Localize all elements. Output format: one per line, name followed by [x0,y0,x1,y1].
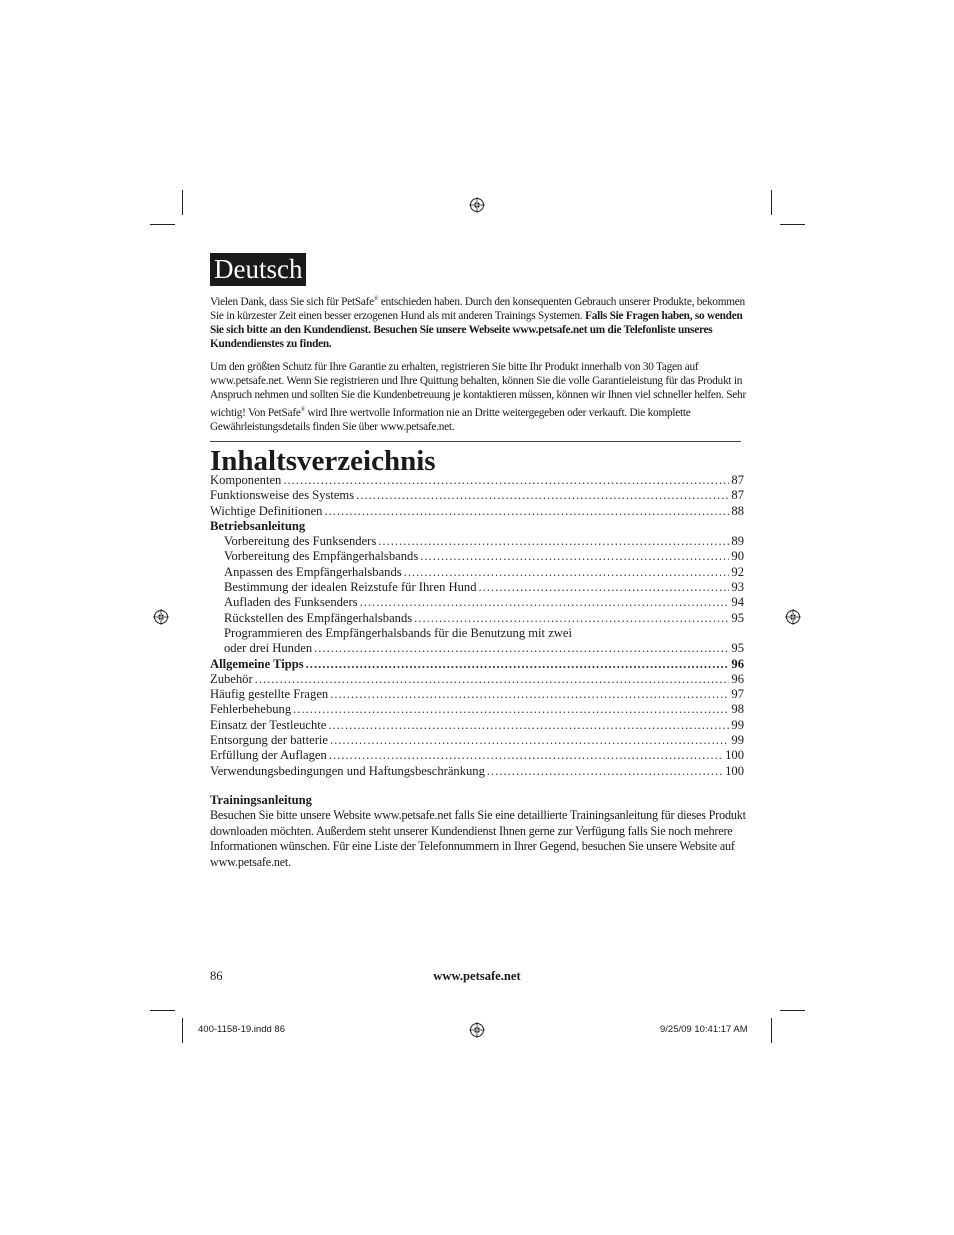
toc-leader-dots [479,580,730,595]
toc-leader-dots [293,702,729,717]
toc-entry [210,549,744,564]
toc-entry [210,718,744,733]
crop-mark [771,190,772,215]
toc-entry-page: 100 [725,763,744,778]
crop-mark [780,1010,805,1011]
toc-entry-label: oder drei Hunden [224,641,313,656]
divider [210,441,741,442]
toc-entry-page: 99 [731,717,744,732]
toc-leader-dots [414,611,729,626]
toc-entry [210,519,744,534]
registration-target-icon [469,1022,485,1038]
registered-mark: ® [373,296,379,302]
toc-entry-page: 98 [731,702,744,717]
toc-entry-label: Fehlerbehebung [210,702,292,717]
registration-target-icon [469,197,485,213]
toc-entry-label: Komponenten [210,473,282,487]
toc-entry [210,748,744,763]
toc-entry-page: 96 [731,656,744,671]
toc-entry-page: 96 [731,671,744,686]
toc-title: Inhaltsverzeichnis [210,445,436,477]
toc-leader-dots [283,473,729,488]
toc-leader-dots [330,733,729,748]
toc-entry-page: 95 [731,610,744,625]
toc-entry [210,504,744,519]
toc-entry [210,672,744,687]
toc-entry-page: 92 [731,564,744,579]
toc-leader-dots [314,641,729,656]
toc-entry-label: Erfüllung der Auflagen [210,748,327,763]
slug-timestamp: 9/25/09 10:41:17 AM [660,1024,748,1035]
registered-mark: ® [300,406,305,413]
toc-entry-label: Funktionsweise des Systems [210,488,355,503]
toc-entry-page: 95 [731,641,744,656]
toc-entry-page: 97 [731,687,744,702]
toc-entry [210,687,744,702]
intro-text: wird Ihre wertvolle Information nie an Dritte weitergegeben oder verkauft. Die komplette Gewährleistungsdetails finden Sie über www.petsafe.net. [210,406,691,433]
crop-mark [150,224,175,225]
toc-leader-dots [329,748,723,763]
toc-entry [210,641,744,656]
toc-entry [210,702,744,717]
intro-text: entschieden haben. Durch den konsequenten Gebrauch unserer Produkte, bekommen Sie in kürzester Zeit einen besser erzogenen Hund als mit anderen Trainings Systemen. [210,295,745,322]
toc-leader-dots [356,488,729,503]
toc-entry-label: Wichtige Definitionen [210,503,323,518]
toc-entry-page: 89 [731,534,744,549]
toc-entry-label: Aufladen des Funksenders [224,595,358,610]
toc-leader-dots [255,672,730,687]
crop-mark [780,224,805,225]
toc-entry-page: 94 [731,595,744,610]
toc-entry-label: Allgemeine Tipps [210,656,304,671]
toc-entry [210,764,744,779]
toc-entry [210,473,744,488]
toc-entry-label: Einsatz der Testleuchte [210,717,327,732]
toc-entry-label: Anpassen des Empfängerhalsbands [224,564,402,579]
toc-entry [210,565,744,580]
toc-entry-label: Betriebsanleitung [210,518,306,533]
slug-file: 400-1158-19.indd 86 [198,1024,285,1035]
footer-url: www.petsafe.net [433,969,521,983]
toc-entry-label: Vorbereitung des Empfängerhalsbands [224,549,419,564]
toc-entry-label: Programmieren des Empfängerhalsbands für die Benutzung mit zwei [224,625,572,640]
registration-target-icon [153,609,169,625]
toc-leader-dots [487,764,723,779]
toc-entry-label: Vorbereitung des Funksenders [224,534,377,549]
toc-entry [210,657,744,672]
toc-entry-page: 100 [725,748,744,763]
toc-leader-dots [404,565,730,580]
crop-mark [150,1010,175,1011]
crop-mark [182,1018,183,1043]
toc-entry-page: 93 [731,580,744,595]
toc-list [210,473,744,779]
toc-entry-label: Zubehör [210,671,253,686]
toc-entry [210,626,744,641]
intro-text: Vielen Dank, dass Sie sich für PetSafe [210,295,374,308]
toc-leader-dots [420,549,729,564]
intro-paragraph-1 [210,292,750,352]
registration-target-icon [785,609,801,625]
toc-entry [210,580,744,595]
toc-leader-dots [360,595,730,610]
toc-entry-label: Bestimmung der idealen Reizstufe für Ihren Hund [224,580,477,595]
toc-entry [210,595,744,610]
toc-entry-page: 87 [731,473,744,487]
toc-entry-page: 87 [731,488,744,503]
training-heading: Trainingsanleitung [210,793,312,807]
toc-entry-page: 99 [731,733,744,748]
intro-bold-text: Falls Sie Fragen haben, so wenden Sie sich bitte an den Kundendienst. Besuchen Sie unsere Webseite www.petsafe.net um die Telefonliste unseres Kundendienstes zu finden. [210,309,743,351]
toc-entry-page: 88 [731,503,744,518]
intro-text: Um den größten Schutz für Ihre Garantie zu erhalten, registrieren Sie bitte Ihr Produkt innerhalb von 30 Tagen auf www.petsafe.net. Wenn Sie registrieren und Ihre Quittung behalten, können Sie die volle Garantieleistung für das Produkt in Anspruch nehmen und sollten Sie die Kundenbetreuung je kontaktieren müssen, können wir Ihnen viel schneller helfen. Sehr wichtig! Von PetSafe [210,361,746,419]
toc-leader-dots [306,657,730,672]
toc-leader-dots [378,534,729,549]
toc-entry-label: Entsorgung der batterie [210,733,328,748]
toc-leader-dots [324,504,729,519]
training-text: Besuchen Sie bitte unsere Website www.petsafe.net falls Sie eine detaillierte Trainingsanleitung für dieses Produkt downloaden möchten. Außerdem steht unserer Kundendienst Ihnen gerne zur Verfügung falls Sie noch mehrere Informationen wünschen. Für eine Liste der Telefonnummern in Ihrer Gegend, besuchen Sie unsere Website auf www.petsafe.net. [210,808,746,869]
toc-entry [210,611,744,626]
toc-entry [210,488,744,503]
toc-leader-dots [330,687,729,702]
language-heading: Deutsch [210,253,306,286]
crop-mark [771,1018,772,1043]
intro-paragraph-2 [210,360,750,434]
toc-entry-label: Verwendungsbedingungen und Haftungsbeschränkung [210,763,485,778]
toc-entry [210,733,744,748]
toc-entry-label: Häufig gestellte Fragen [210,687,329,702]
toc-entry-page: 90 [731,549,744,564]
toc-entry-label: Rückstellen des Empfängerhalsbands [224,610,413,625]
toc-leader-dots [328,718,729,733]
crop-mark [182,190,183,215]
page-number: 86 [210,969,223,983]
toc-entry [210,534,744,549]
